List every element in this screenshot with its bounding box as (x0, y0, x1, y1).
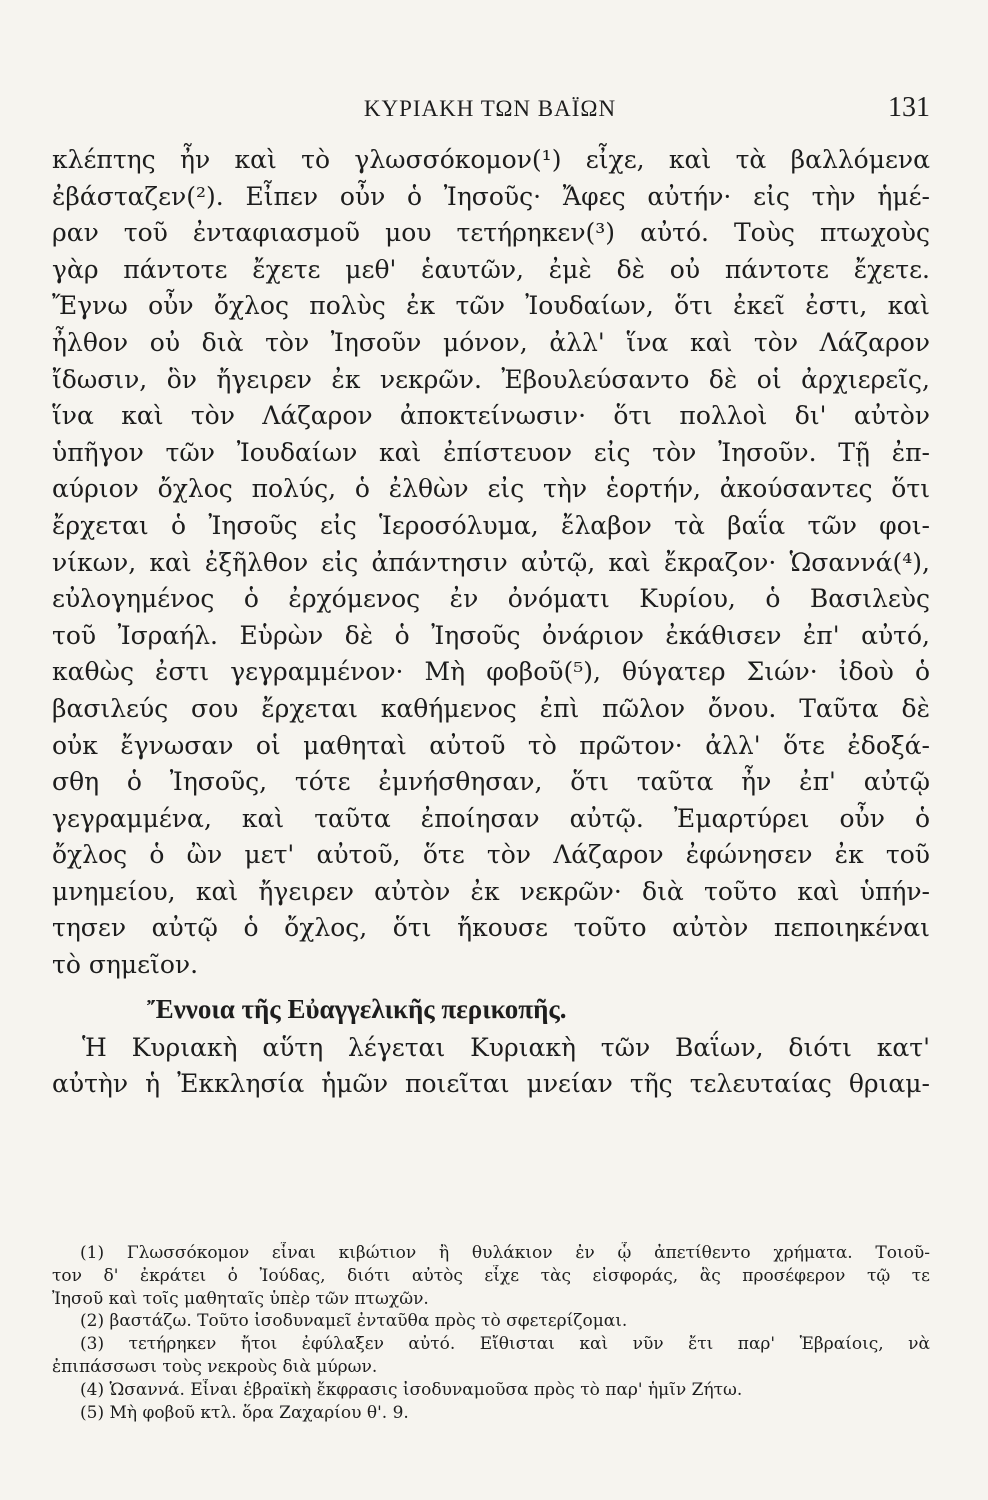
text-line: γεγραμμένα, καὶ ταῦτα ἐποίησαν αὐτῷ. Ἐμαρτύρει οὖν ὁ (52, 803, 930, 833)
text-line: κλέπτης ἦν καὶ τὸ γλωσσόκομον(¹) εἶχε, καὶ τὰ βαλλόμενα (52, 145, 930, 174)
text-line: μνημείου, καὶ ἤγειρεν αὐτὸν ἐκ νεκρῶν· διὰ τοῦτο καὶ ὑπήν- (52, 876, 930, 906)
text-line: τὸ σημεῖον. (52, 950, 199, 980)
text-line: εὐλογημένος ὁ ἐρχόμενος ἐν ὀνόματι Κυρίου, ὁ Βασιλεὺς (52, 584, 930, 614)
text-line: τοῦ Ἰσραήλ. Εὑρὼν δὲ ὁ Ἰησοῦς ὀνάριον ἐκάθισεν ἐπ' αὐτό, (52, 620, 930, 650)
running-title: ΚΥΡΙΑΚΗ ΤΩΝ ΒΑΪΩΝ (363, 96, 617, 121)
text-line: νίκων, καὶ ἐξῆλθον εἰς ἀπάντησιν αὐτῷ, καὶ ἔκραζον· Ὡσαννά(⁴), (52, 547, 930, 577)
text-line: τησεν αὐτῷ ὁ ὄχλος, ὅτι ἤκουσε τοῦτο αὐτὸν πεποιηκέναι (52, 913, 930, 943)
text-line: σθη ὁ Ἰησοῦς, τότε ἐμνήσθησαν, ὅτι ταῦτα ἦν ἐπ' αὐτῷ (52, 767, 930, 797)
footnote-line: ἐπιπάσσωσι τοὺς νεκροὺς διὰ μύρων. (52, 1356, 378, 1377)
text-line: Ἡ Κυριακὴ αὕτη λέγεται Κυριακὴ τῶν Βαΐων, διότι κατ' (82, 1032, 930, 1062)
text-line: ὄχλος ὁ ὢν μετ' αὐτοῦ, ὅτε τὸν Λάζαρον ἐφώνησεν ἐκ τοῦ (52, 840, 930, 870)
text-line: γὰρ πάντοτε ἔχετε μεθ' ἑαυτῶν, ἐμὲ δὲ οὐ πάντοτε ἔχετε. (52, 254, 930, 284)
text-line: οὐκ ἔγνωσαν οἱ μαθηταὶ αὐτοῦ τὸ πρῶτον· ἀλλ' ὅτε ἐδοξά- (52, 730, 930, 760)
main-text (52, 142, 930, 1103)
text-line: βασιλεύς σου ἔρχεται καθήμενος ἐπὶ πῶλον ὄνου. Ταῦτα δὲ (52, 693, 930, 723)
text-line: ἔρχεται ὁ Ἰησοῦς εἰς Ἱεροσόλυμα, ἔλαβον τὰ βαΐα τῶν φοι- (52, 510, 930, 540)
footnote-line: (3) τετήρηκεν ἤτοι ἐφύλαξεν αὐτό. Εἴθισται καὶ νῦν ἔτι παρ' Ἑβραίοις, νὰ (80, 1334, 930, 1355)
footnote-line: (1) Γλωσσόκομον εἶναι κιβώτιον ἢ θυλάκιον ἐν ᾧ ἀπετίθεντο χρήματα. Τοιοῦ- (80, 1243, 930, 1263)
page-number: 131 (888, 92, 930, 123)
footnote-line: Ἰησοῦ καὶ τοῖς μαθηταῖς ὑπὲρ τῶν πτωχῶν. (52, 1288, 429, 1309)
section-heading: Ἔννοια τῆς Εὐαγγελικῆς περικοπῆς. (147, 993, 567, 1024)
text-line: ἦλθον οὐ διὰ τὸν Ἰησοῦν μόνον, ἀλλ' ἵνα καὶ τὸν Λάζαρον (52, 327, 930, 357)
footnote-line: (5) Μὴ φοβοῦ κτλ. ὅρα Ζαχαρίου θ'. 9. (80, 1402, 409, 1423)
text-line: Ἔγνω οὖν ὄχλος πολὺς ἐκ τῶν Ἰουδαίων, ὅτι ἐκεῖ ἐστι, καὶ (52, 291, 930, 321)
text-line: ἐβάσταζεν(²). Εἶπεν οὖν ὁ Ἰησοῦς· Ἄφες αὐτήν· εἰς τὴν ἡμέ- (52, 181, 930, 211)
text-line: αὐτὴν ἡ Ἐκκλησία ἡμῶν ποιεῖται μνείαν τῆς τελευταίας θριαμ- (52, 1069, 930, 1099)
page-header (50, 92, 930, 132)
footnote-line: (4) Ὡσαννά. Εἶναι ἑβραϊκὴ ἔκφρασις ἰσοδυναμοῦσα πρὸς τὸ παρ' ἡμῖν Ζήτω. (80, 1379, 743, 1400)
text-line: ραν τοῦ ἐνταφιασμοῦ μου τετήρηκεν(³) αὐτό. Τοὺς πτωχοὺς (52, 218, 930, 248)
text-line: ὑπῆγον τῶν Ἰουδαίων καὶ ἐπίστευον εἰς τὸν Ἰησοῦν. Τῇ ἐπ- (52, 437, 930, 467)
footnote-line: (2) βαστάζω. Τοῦτο ἰσοδυναμεῖ ἐνταῦθα πρὸς τὸ σφετερίζομαι. (80, 1311, 628, 1332)
text-line: αύριον ὄχλος πολύς, ὁ ἐλθὼν εἰς τὴν ἑορτήν, ἀκούσαντες ὅτι (52, 474, 930, 504)
text-line: ἵνα καὶ τὸν Λάζαρον ἀποκτείνωσιν· ὅτι πολλοὶ δι' αὐτὸν (52, 401, 930, 431)
footnotes (52, 1242, 930, 1424)
text-line: ἴδωσιν, ὃν ἤγειρεν ἐκ νεκρῶν. Ἐβουλεύσαντο δὲ οἱ ἀρχιερεῖς, (52, 364, 930, 394)
footnote-line: τον δ' ἐκράτει ὁ Ἰούδας, διότι αὐτὸς εἶχε τὰς εἰσφοράς, ἃς προσέφερον τῷ τε (52, 1265, 930, 1286)
text-line: καθὼς ἐστι γεγραμμένον· Μὴ φοβοῦ(⁵), θύγατερ Σιών· ἰδοὺ ὁ (52, 657, 930, 687)
